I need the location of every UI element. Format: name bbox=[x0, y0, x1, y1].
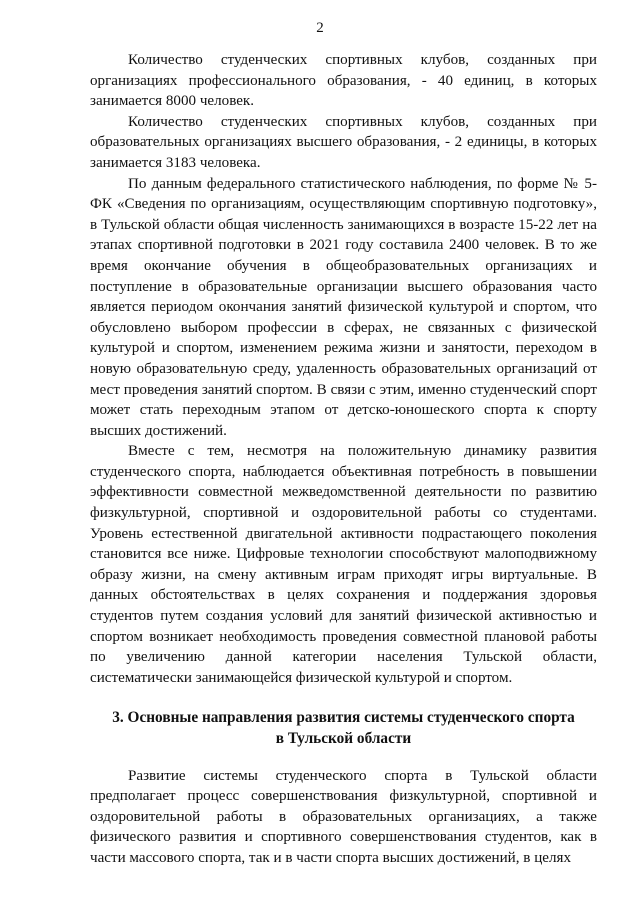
paragraph-statistics: По данным федерального статистического наблюдения, по форме № 5-ФК «Сведения по организациям, осуществляющим спортивную подготовку», в Тульской области общая численность занимающихся в возрасте 15-22 лет на этапах спортивной подготовки в 2021 году составила 2400 человек. В то же время окончание обучения в общеобразовательных организациях и поступление в образовательные организации высшего образования часто является периодом окончания занятий физической культурой и спортом, что обусловлено выбором профессии в сферах, не связанных с физической культурой и спортом, изменением режима жизни и занятости, переходом в новую образовательную среду, удаленность образовательных организаций от мест проведения занятий спортом. В связи с этим, именно студенческий спорт может стать переходным этапом от детско-юношеского спорта к спорту высших достижений. bbox=[90, 175, 597, 439]
paragraph-higher-education-clubs: Количество студенческих спортивных клубов, созданных при образовательных организациях высшего образования, - 2 единицы, в которых занимается 3183 человека. bbox=[90, 113, 597, 171]
paragraph-vocational-clubs: Количество студенческих спортивных клубов, созданных при организациях профессионального образования, - 40 единиц, в которых занимается 8000 человек. bbox=[90, 52, 597, 110]
section-heading-line1: 3. Основные направления развития системы студенческого спорта bbox=[112, 709, 575, 727]
document-body bbox=[90, 50, 597, 869]
page-number: 2 bbox=[316, 20, 324, 36]
paragraph-development-directions: Развитие системы студенческого спорта в Тульской области предполагает процесс совершенствования физкультурной, спортивной и оздоровительной работы в образовательных организациях, а также физического развития и спортивного совершенствования студентов, как в части массового спорта, так и в части спорта высших достижений, в целях bbox=[90, 767, 597, 866]
paragraph-need-for-cooperation: Вместе с тем, несмотря на положительную динамику развития студенческого спорта, наблюдается объективная потребность в повышении эффективности совместной межведомственной деятельности по развитию физкультурной, спортивной и оздоровительной работы со студентами. Уровень естественной двигательной активности подрастающего поколения становится все ниже. Цифровые технологии способствуют малоподвижному образу жизни, на смену активным играм приходят игры виртуальные. В данных обстоятельствах в целях сохранения и поддержания здоровья студентов путем создания условий для занятий физической активностью и спортом возникает необходимость проведения совместной плановой работы по увеличению данной категории населения Тульской области, систематически занимающейся физической культурой и спортом. bbox=[90, 443, 597, 686]
section-heading-line2: в Тульской области bbox=[275, 730, 412, 747]
section-heading bbox=[90, 708, 597, 749]
